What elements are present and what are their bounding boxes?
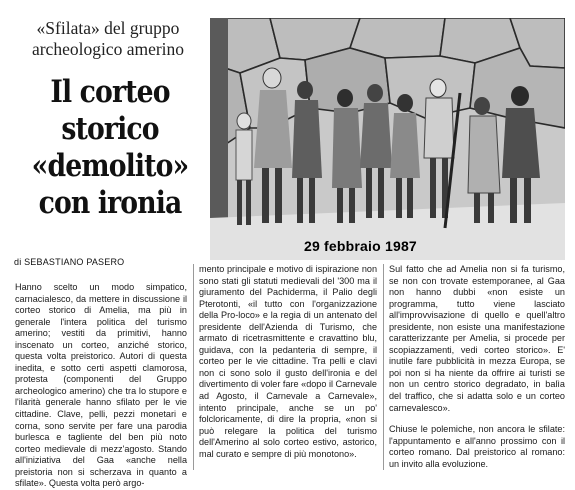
column-2-text: mento principale e motivo di ispirazione non sono stati gli statuti medievali del '300 ma il giuramento del Pachiderma, il Palio degli Pterotonti, «il tutto con l'organizzazione della Pro-loco» e la regia di un antenato del presidente dell'Azienda di Turismo, che armato di ricetrasmittente e cravattino blu, guidava, con la pedanteria di sempre, il corteo per le vie cittadine. Tra pelli e clavi non ci sono solo il gusto dell'ironia e del divertimento di voler fare «dopo il Carnevale ad Agosto, il Carnevale a Carnevale», intento principale, anche se un po' folcloricamente, di dire la propria, «non si può relegare la politica del turismo dell'Amerino al solo corteo estivo, astorico, mal curato e sempre di più monotono». [199, 264, 377, 459]
column-3-paragraph-1: Sul fatto che ad Amelia non si fa turismo, se non con trovate estemporanee, al Gaa non hanno dubbi «non esiste un programma, tutto viene lasciato all'improvvisazione di quello e quell'altro presidente, non esiste una manifestazione caratterizzante per Amelia, si procede per scopiazzamenti, vedi corteo storico». E' inutile fare pubblicità in mezza Europa, se poi non si ha niente da offrire ai turisti se non un centro storico degradato, in balìa del traffico, che si adatta solo e un corteo carnevalesco». [389, 264, 565, 413]
column-1-text: Hanno scelto un modo simpatico, carnacialesco, da mettere in discussione il corteo storico di Amelia, ma più in generale l'intera politica del turismo amerino; vestiti da primitivi, hanno inscenato un corteo, anziché storico, questa volta preistorico. Autori di questa inedita, e sotto certi aspetti clamorosa, protesta (componenti del Gruppo archeologico amerino) che tra lo stupore e l'ilarità generale hanno sfilato per le vie cittadine. Clave, pelli, pezzi monetari e corna, sono servite per fare una parodia burlesca e tagliente del ben più noto corteo medievale di mezz'agosto. Stando all'iniziativa del Gaa «anche nella preistoria non si scherzava in quanto a sfilate». Questa volta però argo- [15, 282, 187, 489]
article-kicker: «Sfilata» del gruppo archeologico amerino [31, 18, 185, 59]
column-3-paragraph-2: Chiuse le polemiche, non ancora le sfilate: l'appuntamento e all'anno prossimo con il corteo romano. Dal preistorico al romano: un invito alla evoluzione. [389, 424, 565, 469]
article-column-2 [199, 264, 377, 460]
article-photo [210, 18, 565, 260]
article-byline: di SEBASTIANO PASERO [14, 257, 125, 267]
group-photo-image [210, 18, 565, 260]
article-column-1 [15, 282, 187, 490]
article-headline: Il corteo storico «demolito» con ironia [31, 74, 189, 221]
article-column-3 [389, 264, 565, 470]
column-divider [193, 264, 194, 470]
photo-date-stamp: 29 febbraio 1987 [304, 238, 417, 254]
column-divider [383, 264, 384, 470]
